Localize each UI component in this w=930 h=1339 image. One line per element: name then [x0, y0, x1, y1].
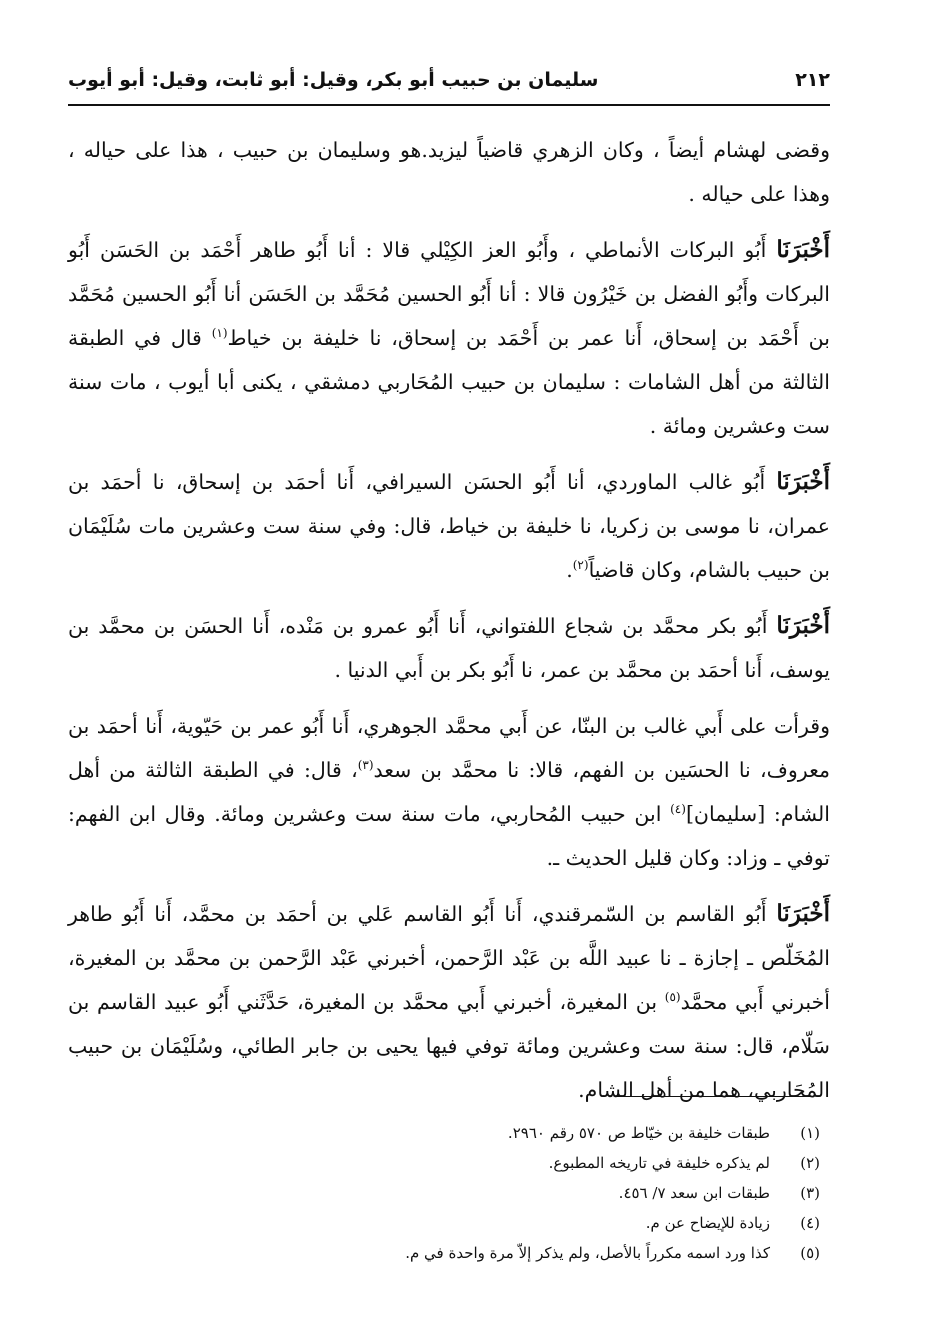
footnote-item [200, 1148, 820, 1178]
footnote-number: (٤) [800, 1214, 820, 1232]
footnote-number: (٣) [800, 1184, 820, 1202]
paragraph-lead-word: أَخْبَرَنَا [776, 236, 830, 263]
footnote-ref: (١) [211, 326, 228, 341]
footnote-number: (١) [800, 1124, 820, 1142]
paragraph-text: وقرأت على أَبي غالب بن البنّا، عن أَبي محمَّد الجوهري، أَنا أَبُو عمر بن حَيّوية، أَنا أحمَد بن معروف، نا الحسَين بن الفهم، قالا: نا محمَّد بن سعد [68, 714, 830, 782]
footnote-ref: (٤) [670, 802, 686, 817]
footnote-number: (٢) [800, 1154, 820, 1172]
footnote-item [200, 1178, 820, 1208]
paragraph-text: أَبُو غالب الماوردي، أنا أَبُو الحسَن السيرافي، أَنا أحمَد بن إسحاق، نا أحمَد بن عمران، نا موسى بن زكريا، نا خليفة بن خياط، قال: وفي سنة ست وعشرين مات سُلَيْمَان بن حبيب بالشام، وكان قاضياً [68, 470, 830, 582]
footnote-rule [616, 1096, 814, 1097]
paragraph-text-tail: قال في الطبقة الثالثة من أهل الشامات : سليمان بن حبيب المُحَاربي دمشقي ، يكنى أبا أيوب ، مات سنة ست وعشرين ومائة . [68, 326, 830, 438]
paragraph-4 [68, 604, 830, 692]
paragraph-6 [68, 892, 830, 1112]
footnote-item [200, 1238, 820, 1268]
paragraph-text: وقضى لهشام أيضاً ، وكان الزهري قاضياً ليزيد.هو وسليمان بن حبيب ، هذا على حياله ، وهذا على حياله . [68, 138, 830, 206]
footnote-item [200, 1118, 820, 1148]
paragraph-text: أَبُو بكر محمَّد بن شجاع اللفتواني، أَنا أَبُو عمرو بن مَنْده، أَنا الحسَن بن محمَّد بن يوسف، أَنا أحمَد بن محمَّد بن عمر، نا أَبُو بكر بن أَبي الدنيا . [68, 614, 830, 682]
running-header [68, 62, 830, 98]
footnote-ref: (٥) [664, 990, 681, 1005]
header-rule [68, 104, 830, 106]
paragraph-text-tail: بن المغيرة، أخبرني أَبي محمَّد بن المغيرة، حَدَّثَني أَبُو عبيد القاسم بن سَلّام، قال: سنة ست وعشرين ومائة توفي فيها يحيى بن جابر الطائي، وسُلَيْمَان بن حبيب المُحَاربي، هما من أهل الشام. [68, 990, 830, 1102]
footnote-text: كذا ورد اسمه مكرراً بالأصل، ولم يذكر إلاّ مرة واحدة في م. [405, 1244, 770, 1262]
paragraph-text-tail: ابن حبيب المُحاربي، مات سنة ست وعشرين ومائة. وقال ابن الفهم: توفي ـ وزاد: وكان قليل الحديث ـ. [68, 802, 830, 870]
footnotes [200, 1118, 820, 1268]
paragraph-text-tail: . [566, 558, 573, 582]
footnote-number: (٥) [800, 1244, 820, 1262]
footnote-item [200, 1208, 820, 1238]
paragraph-1 [68, 128, 830, 216]
paragraph-lead-word: أَخْبَرَنَا [776, 612, 830, 639]
footnote-text: طبقات ابن سعد ٧/ ٤٥٦. [618, 1184, 770, 1202]
main-text [68, 128, 830, 1124]
paragraph-5 [68, 704, 830, 880]
footnote-text: زيادة للإيضاح عن م. [645, 1214, 770, 1232]
paragraph-text: أَبُو البركات الأنماطي ، وأَبُو العز الكِيْلي قالا : أنا أَبُو طاهر أَحْمَد بن الحَسَن أَبُو البركات وأَبُو الفضل بن خَيْرُون قالا : أنا أَبُو الحسين مُحَمَّد بن الحَسَن أنا أَبُو الحسين مُحَمَّد بن أَحْمَد بن إسحاق، أَنا عمر بن أَحْمَد بن إسحاق، نا خليفة بن خياط [68, 238, 830, 350]
footnote-text: طبقات خليفة بن خيّاط ص ٥٧٠ رقم ٢٩٦٠. [507, 1124, 770, 1142]
running-title: سليمان بن حبيب أبو بكر، وقيل: أبو ثابت، وقيل: أبو أيوب [68, 69, 599, 91]
paragraph-lead-word: أَخْبَرَنَا [776, 468, 830, 495]
paragraph-lead-word: أَخْبَرَنَا [776, 900, 830, 927]
paragraph-text-tail: ، قال: في الطبقة الثالثة من أهل الشام: [سليمان] [68, 758, 831, 826]
paragraph-2 [68, 228, 830, 448]
paragraph-text: أَبُو القاسم بن السّمرقندي، أَنا أَبُو القاسم عَلي بن أحمَد بن محمَّد، أَنا أَبُو طاهر المُخَلّص ـ إجازة ـ نا عبيد اللَّه بن عَبْد الرَّحمن، أخبرني عَبْد الرَّحمن بن محمَّد بن المغيرة، أخبرني أَبي محمَّد [68, 902, 830, 1014]
footnote-text: لم يذكره خليفة في تاريخه المطبوع. [548, 1154, 770, 1172]
footnote-ref: (٢) [572, 558, 589, 573]
footnote-ref: (٣) [357, 758, 374, 773]
page-number: ٢١٢ [795, 69, 830, 91]
paragraph-3 [68, 460, 830, 592]
